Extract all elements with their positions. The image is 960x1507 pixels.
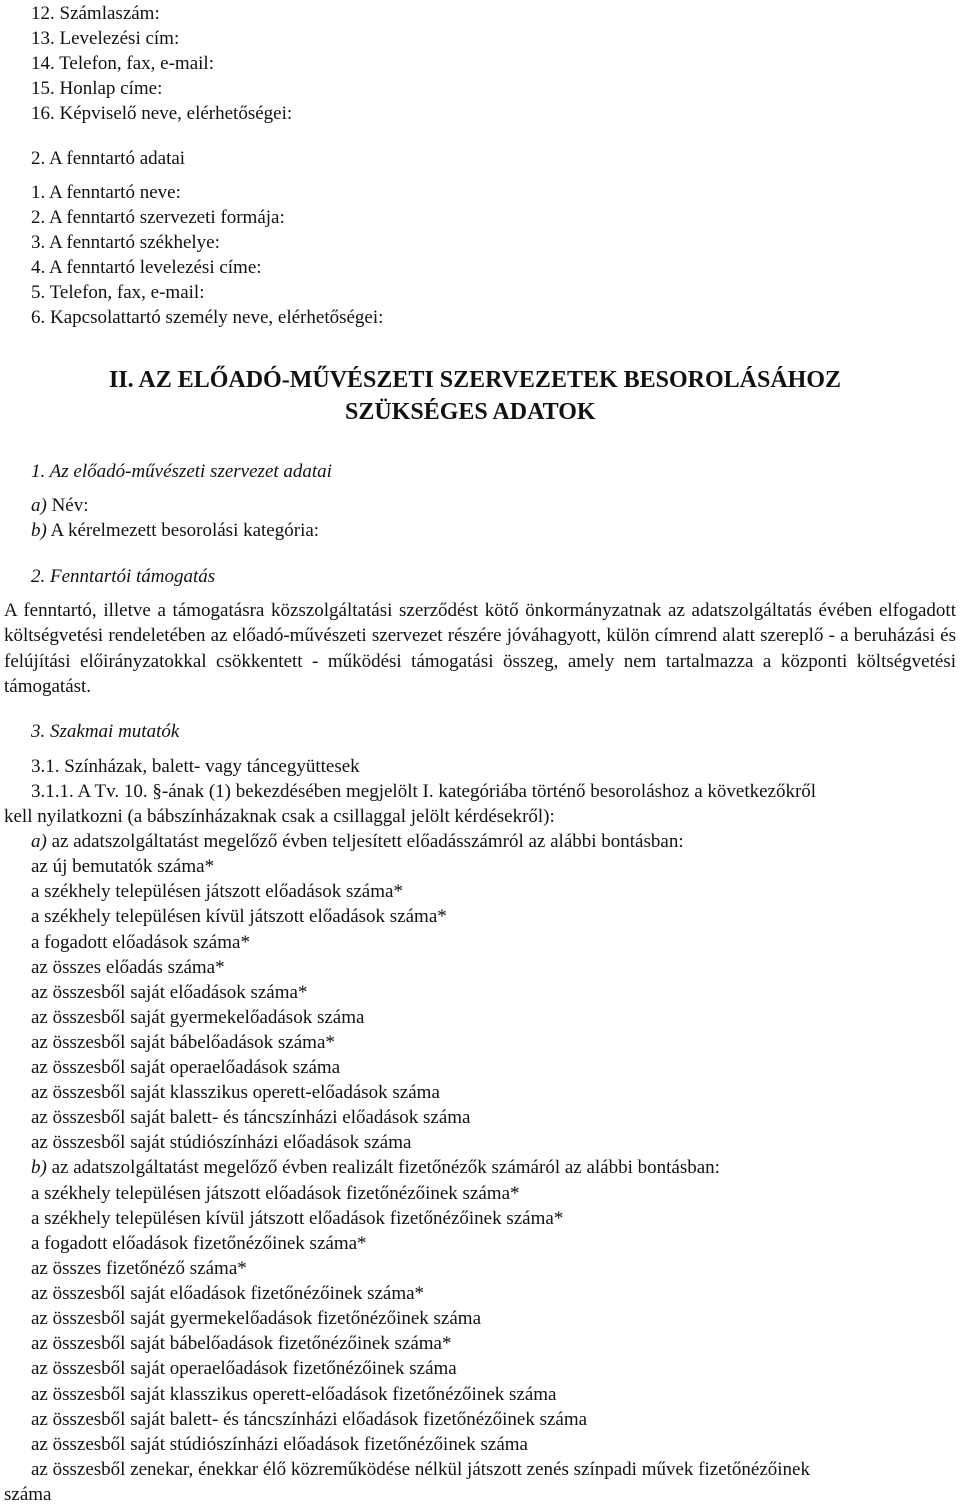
list-item-continuation: száma — [4, 1484, 52, 1505]
field-homepage: 15. Honlap címe: — [31, 78, 163, 99]
maintainer-field-mailing: 4. A fenntartó levelezési címe: — [31, 257, 262, 278]
list-item: a székhely településen kívül játszott előadások fizetőnézőinek száma* — [31, 1208, 564, 1229]
list-item: az összesből saját bábelőadások száma* — [31, 1032, 335, 1053]
list-item: a székhely településen kívül játszott előadások száma* — [31, 906, 447, 927]
maintainer-field-phone: 5. Telefon, fax, e-mail: — [31, 282, 205, 303]
subsection-3-title: 3. Szakmai mutatók — [31, 721, 180, 742]
list-item: az összesből saját bábelőadások fizetőnézőinek száma* — [31, 1333, 452, 1354]
list-item: az új bemutatók száma* — [31, 856, 215, 877]
list-item: az összesből saját klasszikus operett-előadások száma — [31, 1082, 440, 1103]
list-item: az összesből saját előadások fizetőnézőinek száma* — [31, 1283, 425, 1304]
field-account-number: 12. Számlaszám: — [31, 3, 160, 24]
list-item: az összesből saját klasszikus operett-előadások fizetőnézőinek száma — [31, 1384, 557, 1405]
subsection-1-item-b — [31, 520, 319, 542]
subsection-2-paragraph: A fenntartó, illetve a támogatásra közszolgáltatási szerződést kötő önkormányzatnak az adatszolgáltatás évében elfogadott költségvetési rendeletében az előadó-művészeti szervezet részére jóváhagyott, külön címrend alatt szereplő - a beruházási és felújítási előirányzatokkal csökkentett - működési támogatási összeg, amely nem tartalmazza a központi költségvetési támogatást. — [4, 600, 956, 697]
maintainer-field-name: 1. A fenntartó neve: — [31, 182, 181, 203]
list-item: az összesből saját balett- és táncszínházi előadások száma — [31, 1107, 471, 1128]
field-mailing-address: 13. Levelezési cím: — [31, 28, 180, 49]
maintainer-field-contact: 6. Kapcsolattartó személy neve, elérhetőségei: — [31, 307, 384, 328]
list-a-intro — [31, 831, 684, 853]
item-a-text: Név: — [46, 495, 89, 516]
list-item: az összesből saját stúdiószínházi előadások száma — [31, 1132, 412, 1153]
section-heading-line2: SZÜKSÉGES ADATOK — [345, 399, 596, 425]
list-item: a fogadott előadások fizetőnézőinek száma* — [31, 1233, 367, 1254]
subsection-1-title: 1. Az előadó-művészeti szervezet adatai — [31, 461, 332, 482]
list-item: az összes előadás száma* — [31, 957, 225, 978]
list-item: a székhely településen játszott előadások fizetőnézőinek száma* — [31, 1183, 520, 1204]
list-item: az összesből saját gyermekelőadások száma — [31, 1007, 365, 1028]
list-b-text: az adatszolgáltatást megelőző évben realizált fizetőnézők számáról az alábbi bontásban: — [46, 1157, 720, 1178]
list-item: az összesből saját előadások száma* — [31, 982, 308, 1003]
list-item: az összesből saját operaelőadások száma — [31, 1057, 341, 1078]
list-item: a fogadott előadások száma* — [31, 932, 250, 953]
list-item: az összesből saját balett- és táncszínházi előadások fizetőnézőinek száma — [31, 1409, 588, 1430]
maintainer-field-form: 2. A fenntartó szervezeti formája: — [31, 207, 285, 228]
subsection-3-1-1-line2: kell nyilatkozni (a bábszínházaknak csak a csillaggal jelölt kérdésekről): — [4, 806, 555, 827]
maintainer-field-seat: 3. A fenntartó székhelye: — [31, 232, 220, 253]
item-b-marker: b) — [31, 520, 47, 541]
list-a-marker: a) — [31, 831, 47, 852]
list-a-text: az adatszolgáltatást megelőző évben teljesített előadásszámról az alábbi bontásban: — [46, 831, 684, 852]
field-phone-fax-email: 14. Telefon, fax, e-mail: — [31, 53, 214, 74]
field-representative: 16. Képviselő neve, elérhetőségei: — [31, 103, 293, 124]
list-item: az összes fizetőnéző száma* — [31, 1258, 247, 1279]
list-item: az összesből saját gyermekelőadások fizetőnézőinek száma — [31, 1308, 482, 1329]
list-item: az összesből saját stúdiószínházi előadások fizetőnézőinek száma — [31, 1434, 528, 1455]
subsection-3-1-1-line1: 3.1.1. A Tv. 10. §-ának (1) bekezdésében megjelölt I. kategóriába történő besoroláshoz a következőkről — [31, 781, 817, 802]
item-a-marker: a) — [31, 495, 47, 516]
subsection-3-1-title: 3.1. Színházak, balett- vagy táncegyüttesek — [31, 756, 360, 777]
list-item: a székhely településen játszott előadások száma* — [31, 881, 403, 902]
list-item: az összesből saját operaelőadások fizetőnézőinek száma — [31, 1358, 457, 1379]
list-b-intro — [31, 1157, 720, 1179]
subsection-1-item-a — [31, 495, 89, 517]
list-b-marker: b) — [31, 1157, 47, 1178]
maintainer-section-title: 2. A fenntartó adatai — [31, 148, 186, 169]
section-heading-line1: II. AZ ELŐADÓ-MŰVÉSZETI SZERVEZETEK BESOROLÁSÁHOZ — [109, 367, 842, 393]
subsection-2-title: 2. Fenntartói támogatás — [31, 566, 216, 587]
item-b-text: A kérelmezett besorolási kategória: — [46, 520, 320, 541]
list-item: az összesből zenekar, énekkar élő közreműködése nélkül játszott zenés színpadi művek fizetőnézőinek — [31, 1459, 810, 1480]
